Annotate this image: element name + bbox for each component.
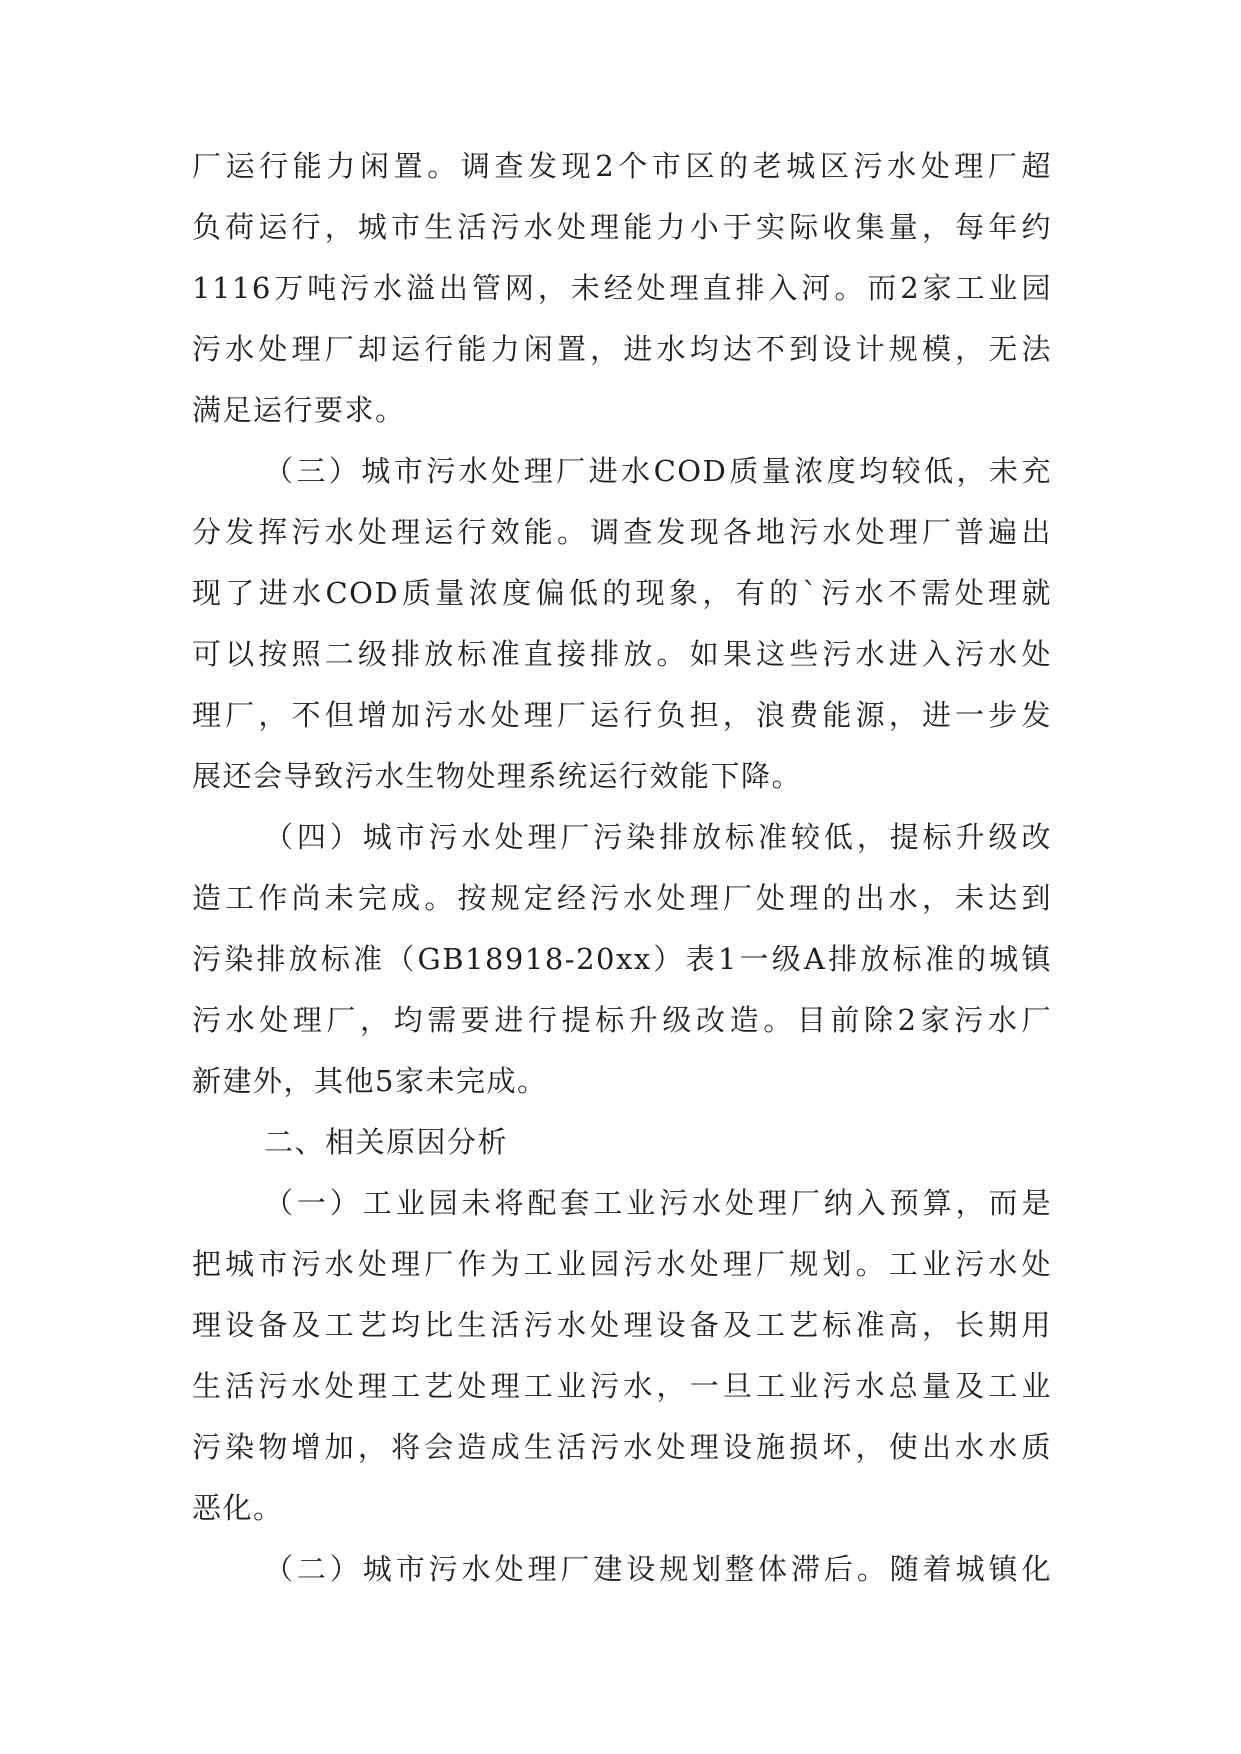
text-line-15: 污水处理厂，均需要进行提标升级改造。目前除2家污水厂 [192, 1003, 1052, 1037]
text-line-3: 1116万吨污水溢出管网，未经处理直排入河。而2家工业园 [192, 271, 1052, 305]
text-line-14: 污染排放标准（GB18918-20xx）表1一级A排放标准的城镇 [192, 942, 1052, 976]
text-line-7: 分发挥污水处理运行效能。调查发现各地污水处理厂普遍出 [192, 515, 1052, 549]
paragraph-heading-3: （三）城市污水处理厂进水COD质量浓度均较低，未充 [264, 454, 1052, 488]
text-line-16: 新建外，其他5家未完成。 [192, 1064, 548, 1098]
text-line-8: 现了进水COD质量浓度偏低的现象，有的`污水不需处理就 [192, 576, 1052, 610]
section-heading-cause-analysis: 二、相关原因分析 [264, 1125, 509, 1159]
text-line-21: 生活污水处理工艺处理工业污水，一旦工业污水总量及工业 [192, 1369, 1052, 1403]
paragraph-heading-cause-1: （一）工业园未将配套工业污水处理厂纳入预算，而是 [264, 1186, 1052, 1220]
text-line-2: 负荷运行，城市生活污水处理能力小于实际收集量，每年约 [192, 210, 1052, 244]
text-line-13: 造工作尚未完成。按规定经污水处理厂处理的出水，未达到 [192, 881, 1052, 915]
text-line-22: 污染物增加，将会造成生活污水处理设施损坏，使出水水质 [192, 1430, 1052, 1464]
text-line-10: 理厂，不但增加污水处理厂运行负担，浪费能源，进一步发 [192, 698, 1052, 732]
text-line-11: 展还会导致污水生物处理系统运行效能下降。 [192, 759, 803, 793]
text-line-1: 厂运行能力闲置。调查发现2个市区的老城区污水处理厂超 [192, 149, 1052, 183]
text-line-20: 理设备及工艺均比生活污水处理设备及工艺标准高，长期用 [192, 1308, 1052, 1342]
text-line-4: 污水处理厂却运行能力闲置，进水均达不到设计规模，无法 [192, 332, 1052, 366]
text-line-9: 可以按照二级排放标准直接排放。如果这些污水进入污水处 [192, 637, 1052, 671]
paragraph-heading-4: （四）城市污水处理厂污染排放标准较低，提标升级改 [264, 820, 1052, 854]
text-line-19: 把城市污水处理厂作为工业园污水处理厂规划。工业污水处 [192, 1247, 1052, 1281]
text-line-23: 恶化。 [192, 1491, 284, 1525]
paragraph-heading-cause-2: （二）城市污水处理厂建设规划整体滞后。随着城镇化 [264, 1552, 1052, 1586]
text-line-5: 满足运行要求。 [192, 393, 406, 427]
